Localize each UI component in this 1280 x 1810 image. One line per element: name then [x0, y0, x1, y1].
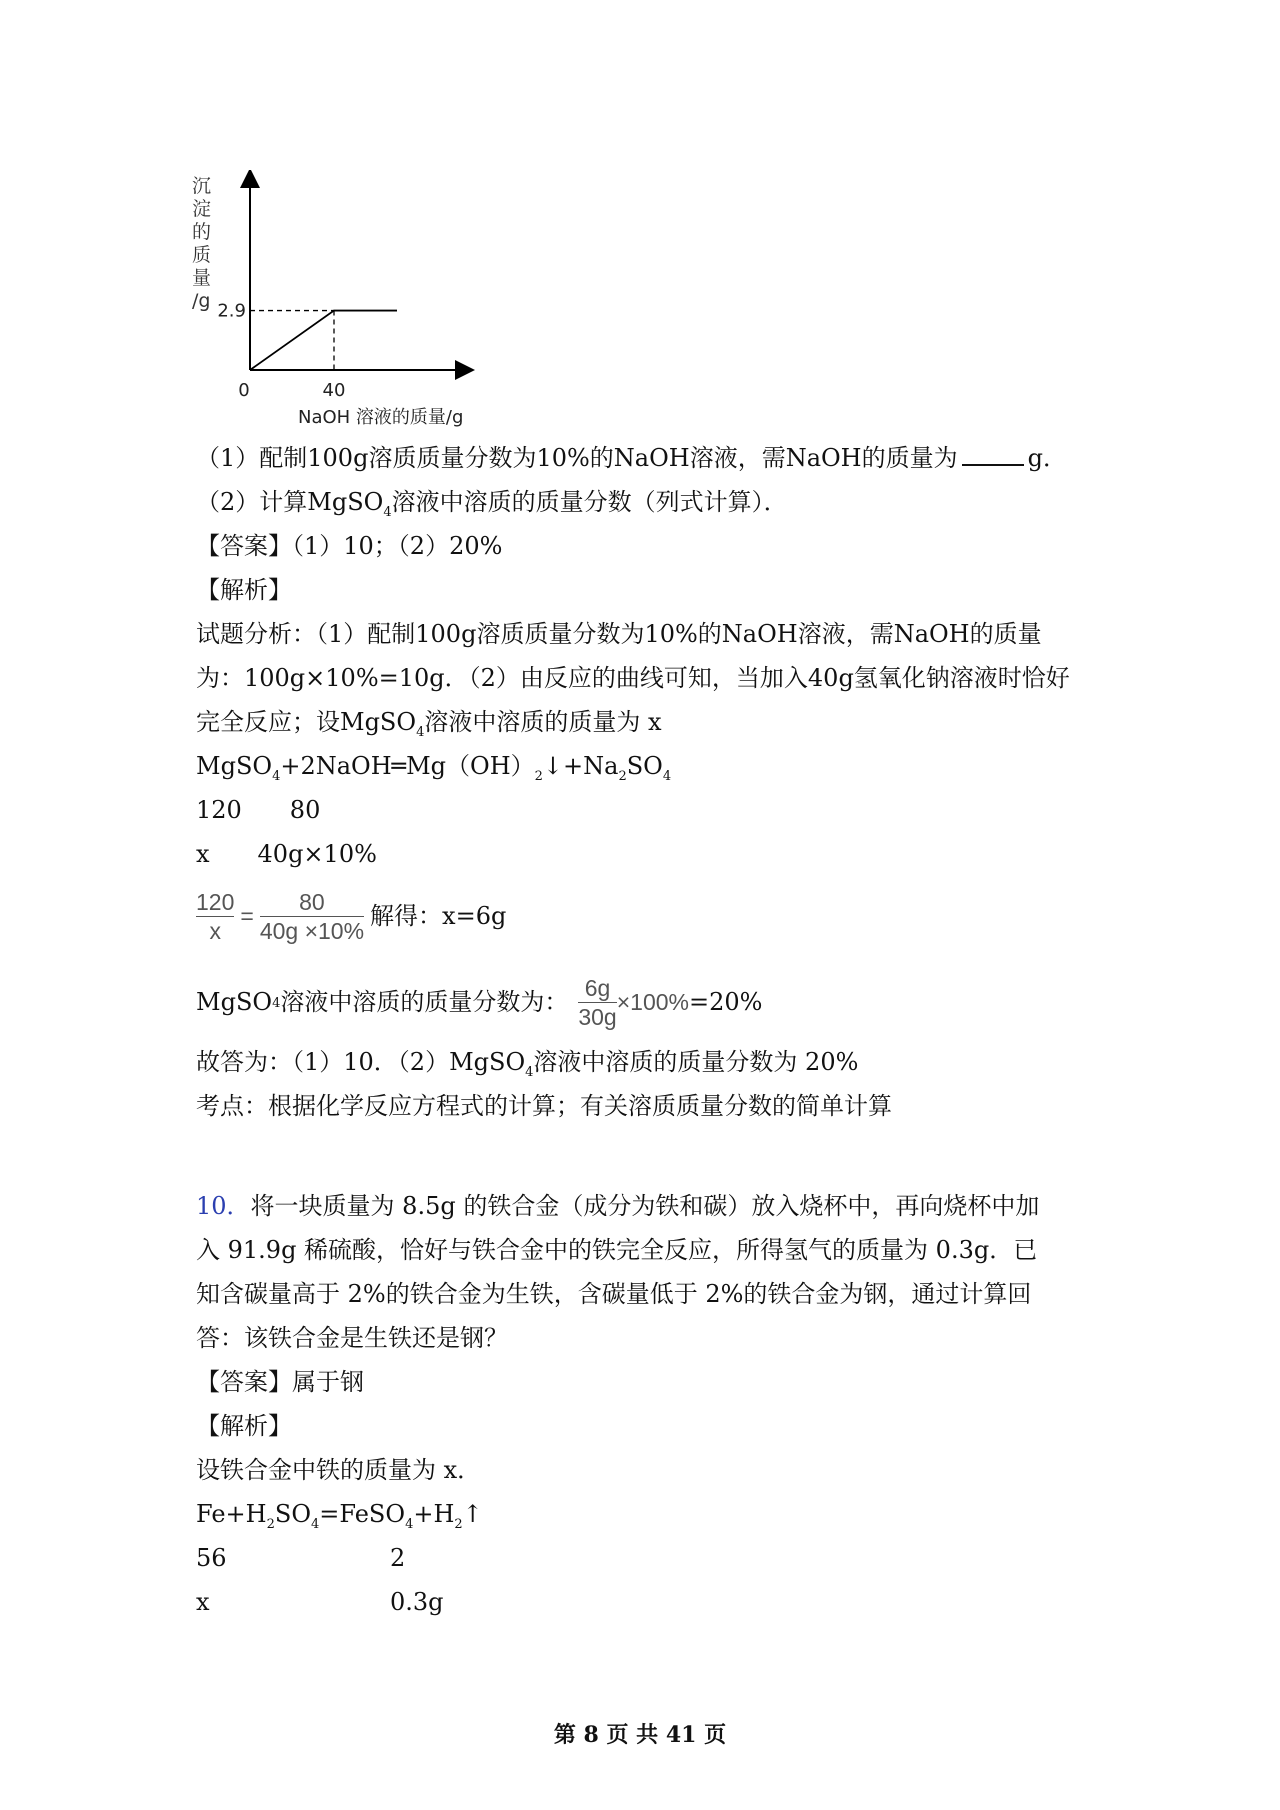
- answer-blank: [962, 442, 1024, 466]
- q9-final: 故答为：（1）10．（2）MgSO$_4$溶液中溶质的质量分数为 20%: [196, 1048, 859, 1080]
- y-label-char: 淀: [192, 198, 212, 220]
- q9-concentration: MgSO 4 溶液中溶质的质量分数为： $\frac{6g}{30g}$ ×100% =20%: [196, 974, 763, 1030]
- q9-analysis-line1: 试题分析：（1）配制100g溶质质量分数为10%的NaOH溶液，需NaOH的质量: [196, 620, 1042, 648]
- q9-analysis-line2: 为：100g×10%=10g．（2）由反应的曲线可知，当加入40g氢氧化钠溶液时恰好: [196, 664, 1070, 692]
- y-label-char: 量: [192, 267, 212, 289]
- q10-equation: $Fe+H_2SO_4=FeSO_4+H_2↑$: [196, 1500, 483, 1532]
- q10-ratio-row2: x 0.3g: [196, 1588, 444, 1616]
- y-label-char: 沉: [192, 175, 212, 197]
- q9-ratio-row1: 120 80: [196, 796, 321, 824]
- q10-set: 设铁合金中铁的质量为 x．: [196, 1456, 482, 1484]
- y-tick-label: 2.9: [217, 300, 246, 322]
- precipitate-chart: [190, 170, 530, 435]
- series-line: [250, 311, 397, 370]
- q9-analysis-heading: 【解析】: [196, 576, 292, 604]
- fraction-80: $\frac{80}{40g \times 10\%}$: [259, 888, 365, 944]
- fraction-120-x: $\frac{120}{x}$: [196, 888, 235, 944]
- question-number: 10．: [196, 1192, 251, 1220]
- x-tick-label: 40: [322, 380, 346, 401]
- q9-proportion: $\frac{120}{x}$ = $\frac{80}{40g \times 10\%}$ 解得：x=6g: [196, 888, 507, 944]
- x-tick-label: 0: [238, 380, 250, 401]
- q10-line4: 答：该铁合金是生铁还是钢？: [196, 1324, 508, 1352]
- y-label-char: 质: [192, 244, 212, 266]
- q9-kaodian: 考点：根据化学反应方程式的计算；有关溶质质量分数的简单计算: [196, 1092, 892, 1120]
- q9-equation: $MgSO_4+2NaOH═Mg(OH)_2↓+Na_2SO_4$: [196, 752, 672, 784]
- y-label-char: 的: [192, 221, 212, 243]
- page-footer: 第 8 页 共 41 页: [553, 1722, 727, 1748]
- q10-ratio-row1: 56 2: [196, 1544, 406, 1572]
- q9-analysis-line3: 完全反应；设MgSO$_4$溶液中溶质的质量为 x: [196, 708, 662, 740]
- q9-part1: （1）配制100g溶质质量分数为10%的NaOH溶液，需NaOH的质量为 g．: [196, 444, 1067, 472]
- q10-line3: 知含碳量高于 2%的铁合金为生铁，含碳量低于 2%的铁合金为钢，通过计算回: [196, 1280, 1032, 1308]
- q10-line1: 10．将一块质量为 8.5g 的铁合金（成分为铁和碳）放入烧杯中，再向烧杯中加: [196, 1192, 1040, 1220]
- y-label-char: /g: [192, 290, 211, 312]
- y-axis-label: [192, 175, 211, 312]
- fraction-6g-30g: $\frac{6g}{30g}$: [578, 974, 617, 1030]
- q10-line2: 入 91.9g 稀硫酸，恰好与铁合金中的铁完全反应，所得氢气的质量为 0.3g．已: [196, 1236, 1038, 1264]
- q9-part2: （2）计算MgSO$_4$溶液中溶质的质量分数（列式计算）．: [196, 488, 788, 520]
- q9-ratio-row2: x 40g×10%: [196, 840, 377, 868]
- q10-analysis-heading: 【解析】: [196, 1412, 292, 1440]
- q10-answer: 【答案】属于钢: [196, 1368, 364, 1396]
- q9-answer: 【答案】（1）10；（2）20%: [196, 532, 503, 560]
- x-axis-title: NaOH 溶液的质量/g: [298, 407, 464, 428]
